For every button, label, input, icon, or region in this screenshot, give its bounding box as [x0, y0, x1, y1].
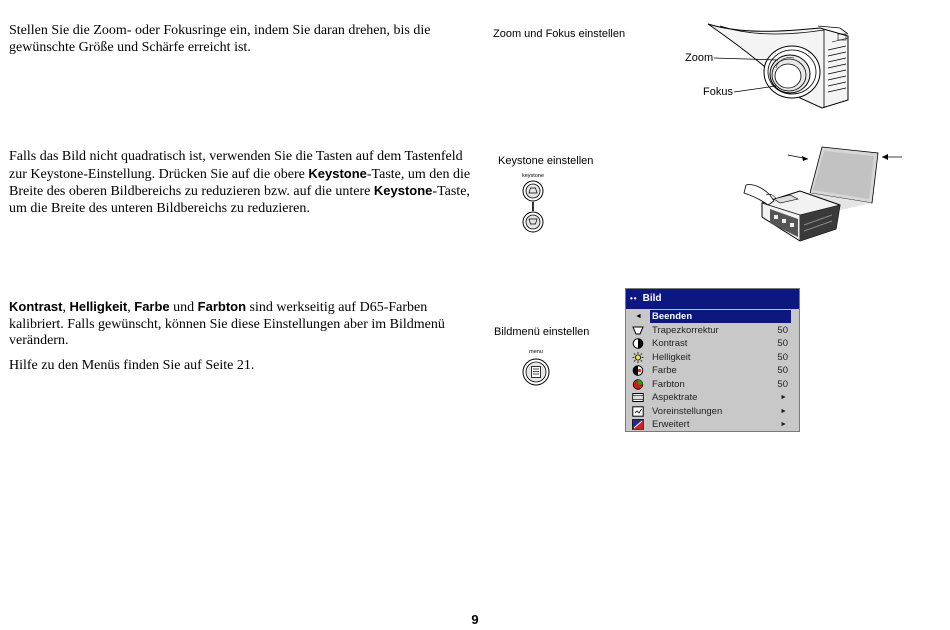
osd-menu-title-bar	[626, 289, 799, 309]
osd-item-kontrast[interactable]: Kontrast 50	[626, 337, 799, 350]
keystone-text: Falls das Bild nicht quadratisch ist, verwenden Sie die Tasten auf dem Tastenfeld zur Keystone-Einstellung. Drücken Sie auf die obere Keystone-Taste, um den die Breite des oberen Bildbereichs zu reduzieren bzw. auf die untere Keystone-Taste, um die Breite des unteren Bildbereichs zu reduzieren.	[9, 149, 471, 216]
keystone-projector-illustration	[740, 145, 910, 250]
menu-help-text: Hilfe zu den Menüs finden Sie auf Seite 21.	[9, 357, 255, 373]
color-settings-text: Kontrast, Helligkeit, Farbe und Farbton sind werkseitig auf D65-Farben kalibriert. Falls gewünscht, können Sie diese Einstellungen aber im Bildmenü verändern.	[9, 299, 445, 348]
keystone-bold-2: Keystone	[373, 183, 433, 198]
zoom-focus-text: Stellen Sie die Zoom- oder Fokusringe ein, indem Sie daran drehen, bis die gewünschte Größe und Schärfe erreicht ist.	[9, 23, 431, 55]
submenu-arrow-icon: ►	[780, 407, 787, 415]
presets-icon	[632, 406, 644, 417]
tint-icon	[632, 379, 644, 390]
keystone-caption: Keystone einstellen	[498, 155, 594, 167]
keystone-button-label: keystone	[521, 173, 544, 179]
aspect-ratio-icon	[632, 392, 644, 403]
bold-farbe: Farbe	[134, 299, 170, 314]
picture-menu-caption: Bildmenü einstellen	[494, 326, 590, 338]
menu-button-label: menu	[529, 349, 543, 355]
advanced-icon	[632, 419, 644, 430]
keystone-buttons-icon[interactable]	[520, 180, 548, 235]
picture-osd-menu	[625, 288, 800, 432]
bold-helligkeit: Helligkeit	[69, 299, 128, 314]
color-icon	[632, 365, 644, 376]
submenu-arrow-icon: ►	[780, 394, 787, 401]
zoom-focus-caption: Zoom und Fokus einstellen	[493, 28, 626, 40]
zoom-focus-paragraph	[9, 23, 471, 56]
bold-kontrast: Kontrast	[9, 299, 63, 314]
osd-item-farbe[interactable]: Farbe 50	[626, 364, 799, 377]
osd-item-voreinstellungen[interactable]: Voreinstellungen ►	[626, 405, 799, 418]
keystone-bold-1: Keystone	[308, 165, 367, 181]
page-number: 9	[471, 612, 479, 627]
menu-button-icon[interactable]	[522, 358, 550, 386]
focus-callout-label: Fokus	[703, 86, 733, 98]
keystone-paragraph	[9, 149, 471, 217]
osd-item-trapezkorrektur[interactable]: Trapezkorrektur 50	[626, 324, 799, 337]
color-settings-paragraph	[9, 299, 471, 374]
osd-item-farbton[interactable]: Farbton 50	[626, 378, 799, 391]
focus-callout-line	[734, 86, 776, 92]
osd-item-label: Beenden	[652, 311, 693, 322]
osd-item-erweitert[interactable]: Erweitert ►	[626, 418, 799, 431]
brightness-icon	[632, 352, 644, 363]
zoom-callout-label: Zoom	[685, 52, 714, 64]
osd-title: Bild	[642, 293, 662, 304]
contrast-icon	[632, 338, 644, 349]
osd-item-beenden[interactable]	[626, 310, 799, 323]
back-arrow-icon: ◄	[635, 313, 642, 320]
osd-item-helligkeit[interactable]: Helligkeit 50	[626, 351, 799, 364]
submenu-arrow-icon: ►	[780, 421, 787, 428]
osd-title-dots: ••	[630, 294, 638, 303]
osd-item-aspektrate[interactable]: Aspektrate ►	[626, 391, 799, 404]
bold-farbton: Farbton	[197, 299, 247, 314]
keystone-icon	[632, 325, 644, 336]
